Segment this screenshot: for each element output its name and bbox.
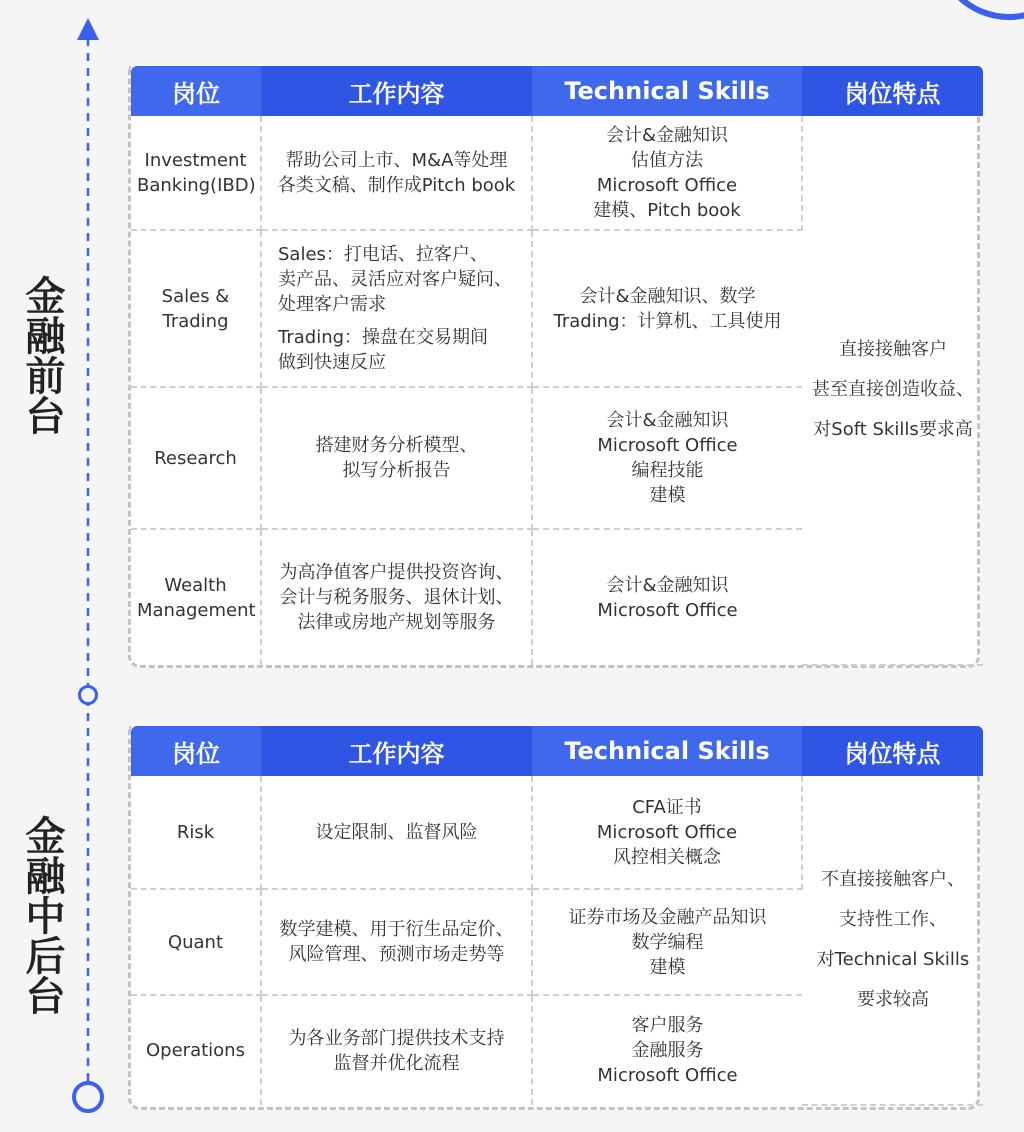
position-cell: Research — [131, 387, 261, 529]
front-office-table — [128, 66, 980, 668]
skills-cell: 会计&金融知识 Microsoft Office 编程技能 建模 — [532, 387, 802, 529]
middle-back-office-label: 金融中后台 — [19, 815, 65, 1015]
content-cell: 设定限制、监督风险 — [261, 776, 532, 889]
table-header-row — [131, 66, 983, 116]
position-cell: Wealth Management — [131, 529, 261, 665]
header-job-content: 工作内容 — [261, 726, 532, 776]
header-position-traits: 岗位特点 — [802, 726, 983, 776]
position-cell: Quant — [131, 889, 261, 995]
content-cell: 为高净值客户提供投资咨询、 会计与税务服务、退休计划、 法律或房地产规划等服务 — [261, 529, 532, 665]
position-cell: Operations — [131, 995, 261, 1105]
skills-cell: CFA证书 Microsoft Office 风控相关概念 — [532, 776, 802, 889]
skills-cell: 会计&金融知识 估值方法 Microsoft Office 建模、Pitch book — [532, 116, 802, 230]
traits-cell: 直接接触客户 甚至直接创造收益、 对Soft Skills要求高 — [802, 116, 983, 665]
table-row — [131, 776, 983, 889]
sales-description: Sales：打电话、拉客户、 卖产品、灵活应对客户疑问、 处理客户需求 — [278, 244, 512, 315]
timeline-end-node — [74, 1083, 102, 1111]
table-header-row — [131, 726, 983, 776]
content-cell: 数学建模、用于衍生品定价、 风险管理、预测市场走势等 — [261, 889, 532, 995]
content-cell: 搭建财务分析模型、 拟写分析报告 — [261, 387, 532, 529]
skills-cell: 客户服务 金融服务 Microsoft Office — [597, 1015, 738, 1086]
position-cell: Investment Banking(IBD) — [131, 116, 261, 230]
trading-description: Trading：操盘在交易期间 做到快速反应 — [278, 327, 489, 373]
skills-cell: 会计&金融知识、数学 Trading：计算机、工具使用 — [532, 230, 802, 387]
traits-cell: 不直接接触客户、 支持性工作、 对Technical Skills 要求较高 — [802, 776, 983, 1105]
timeline-mid-node — [80, 687, 97, 704]
position-cell: Sales & Trading — [131, 230, 261, 387]
middle-back-office-table — [128, 726, 980, 1110]
header-job-content: 工作内容 — [261, 66, 532, 116]
header-position: 岗位 — [131, 66, 261, 116]
timeline-arrow-icon — [77, 18, 99, 40]
header-technical-skills: Technical Skills — [532, 726, 802, 776]
header-position: 岗位 — [131, 726, 261, 776]
position-cell: Risk — [131, 776, 261, 889]
header-position-traits: 岗位特点 — [802, 66, 983, 116]
front-office-label: 金融前台 — [19, 275, 65, 435]
skills-cell: 会计&金融知识 Microsoft Office — [597, 574, 738, 621]
decorative-corner-arc — [934, 0, 1024, 20]
table-row — [131, 116, 983, 230]
content-cell: 帮助公司上市、M&A等处理 各类文稿、制作成Pitch book — [261, 116, 532, 230]
skills-cell: 证券市场及金融产品知识 数学编程 建模 — [532, 889, 802, 995]
content-cell: 为各业务部门提供技术支持 监督并优化流程 — [261, 995, 532, 1105]
header-technical-skills: Technical Skills — [532, 66, 802, 116]
content-cell — [261, 230, 532, 387]
